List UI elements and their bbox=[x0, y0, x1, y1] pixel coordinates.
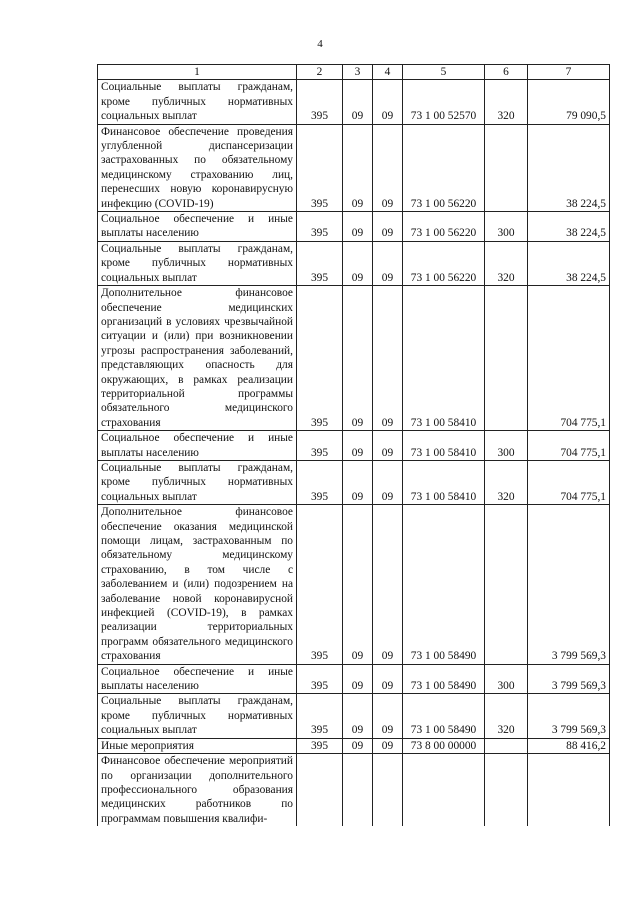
header-col-5: 5 bbox=[403, 65, 485, 80]
row-code-2: 395 bbox=[297, 124, 343, 211]
table-row bbox=[98, 738, 610, 753]
row-code-4: 09 bbox=[373, 738, 403, 753]
table-row bbox=[98, 124, 610, 211]
row-amount: 704 775,1 bbox=[528, 286, 610, 431]
table-row bbox=[98, 754, 610, 827]
row-amount: 79 090,5 bbox=[528, 80, 610, 124]
row-name: Социальные выплаты гражданам, кроме публичных нормативных социальных выплат bbox=[98, 80, 297, 124]
row-code-5: 73 1 00 58490 bbox=[403, 664, 485, 694]
row-code-5: 73 1 00 56220 bbox=[403, 241, 485, 285]
header-row bbox=[98, 65, 610, 80]
row-code-2: 395 bbox=[297, 431, 343, 461]
table-row bbox=[98, 431, 610, 461]
row-code-3: 09 bbox=[343, 212, 373, 242]
row-amount: 704 775,1 bbox=[528, 431, 610, 461]
row-code-6: 300 bbox=[485, 212, 528, 242]
row-code-3: 09 bbox=[343, 431, 373, 461]
page-number: 4 bbox=[317, 38, 323, 50]
row-code-3: 09 bbox=[343, 124, 373, 211]
row-code-6 bbox=[485, 286, 528, 431]
row-code-5: 73 1 00 58490 bbox=[403, 694, 485, 738]
row-name: Социальные выплаты гражданам, кроме публичных нормативных социальных выплат bbox=[98, 694, 297, 738]
header-col-7: 7 bbox=[528, 65, 610, 80]
row-code-6 bbox=[485, 124, 528, 211]
row-code-2 bbox=[297, 754, 343, 827]
row-amount: 3 799 569,3 bbox=[528, 694, 610, 738]
row-code-3: 09 bbox=[343, 694, 373, 738]
row-name: Социальные выплаты гражданам, кроме публичных нормативных социальных выплат bbox=[98, 460, 297, 504]
row-code-3: 09 bbox=[343, 738, 373, 753]
table-row bbox=[98, 212, 610, 242]
header-col-6: 6 bbox=[485, 65, 528, 80]
row-code-6 bbox=[485, 754, 528, 827]
row-code-3: 09 bbox=[343, 241, 373, 285]
table-row bbox=[98, 80, 610, 124]
row-code-5: 73 1 00 58410 bbox=[403, 286, 485, 431]
header-col-4: 4 bbox=[373, 65, 403, 80]
row-code-4: 09 bbox=[373, 460, 403, 504]
row-code-5: 73 1 00 58410 bbox=[403, 460, 485, 504]
row-code-6: 320 bbox=[485, 80, 528, 124]
row-code-6: 320 bbox=[485, 694, 528, 738]
row-code-2: 395 bbox=[297, 286, 343, 431]
row-code-2: 395 bbox=[297, 505, 343, 664]
header-col-2: 2 bbox=[297, 65, 343, 80]
row-code-2: 395 bbox=[297, 241, 343, 285]
row-amount: 38 224,5 bbox=[528, 212, 610, 242]
row-code-4 bbox=[373, 754, 403, 827]
row-code-2: 395 bbox=[297, 212, 343, 242]
row-code-6: 320 bbox=[485, 241, 528, 285]
row-amount: 704 775,1 bbox=[528, 460, 610, 504]
row-code-5: 73 8 00 00000 bbox=[403, 738, 485, 753]
row-amount: 38 224,5 bbox=[528, 241, 610, 285]
row-code-4: 09 bbox=[373, 241, 403, 285]
row-name: Дополнительное финансовое обеспечение медицинских организаций в условиях чрезвычайной ситуации и (или) при возникновении угрозы распространения заболеваний, представляющих опасность для окружающих, в рамках реализации территориальной программы обязательного медицинского страхования bbox=[98, 286, 297, 431]
row-code-2: 395 bbox=[297, 738, 343, 753]
row-code-2: 395 bbox=[297, 694, 343, 738]
row-code-4: 09 bbox=[373, 124, 403, 211]
row-code-6 bbox=[485, 505, 528, 664]
row-amount bbox=[528, 754, 610, 827]
row-name: Дополнительное финансовое обеспечение оказания медицинской помощи лицам, застрахованным по обязательному медицинскому страхованию, в том числе с заболеванием и (или) подозрением на заболевание новой коронавирусной инфекцией (COVID-19), в рамках реализации территориальных программ обязательного медицинского страхования bbox=[98, 505, 297, 664]
row-code-4: 09 bbox=[373, 505, 403, 664]
row-code-4: 09 bbox=[373, 664, 403, 694]
row-name: Финансовое обеспечение проведения углубленной диспансеризации застрахованных по обязательному медицинскому страхованию лиц, перенесших новую коронавирусную инфекцию (COVID-19) bbox=[98, 124, 297, 211]
row-code-2: 395 bbox=[297, 460, 343, 504]
row-code-5: 73 1 00 56220 bbox=[403, 124, 485, 211]
table-row bbox=[98, 286, 610, 431]
row-code-5: 73 1 00 52570 bbox=[403, 80, 485, 124]
row-code-4: 09 bbox=[373, 431, 403, 461]
row-name: Финансовое обеспечение мероприятий по организации дополнительного профессионального образования медицинских работников по программам повышения квалифи- bbox=[98, 754, 297, 827]
row-name: Социальное обеспечение и иные выплаты населению bbox=[98, 431, 297, 461]
budget-table bbox=[97, 64, 610, 826]
row-amount: 38 224,5 bbox=[528, 124, 610, 211]
row-code-3: 09 bbox=[343, 505, 373, 664]
row-code-4: 09 bbox=[373, 212, 403, 242]
row-code-4: 09 bbox=[373, 80, 403, 124]
row-code-4: 09 bbox=[373, 286, 403, 431]
row-name: Социальное обеспечение и иные выплаты населению bbox=[98, 664, 297, 694]
table-row bbox=[98, 505, 610, 664]
row-code-5: 73 1 00 56220 bbox=[403, 212, 485, 242]
row-code-3: 09 bbox=[343, 80, 373, 124]
row-code-6: 300 bbox=[485, 431, 528, 461]
row-name: Иные мероприятия bbox=[98, 738, 297, 753]
row-amount: 3 799 569,3 bbox=[528, 505, 610, 664]
row-code-2: 395 bbox=[297, 80, 343, 124]
row-code-5 bbox=[403, 754, 485, 827]
table-row bbox=[98, 694, 610, 738]
table-row bbox=[98, 460, 610, 504]
row-code-5: 73 1 00 58490 bbox=[403, 505, 485, 664]
row-code-2: 395 bbox=[297, 664, 343, 694]
row-amount: 3 799 569,3 bbox=[528, 664, 610, 694]
header-col-3: 3 bbox=[343, 65, 373, 80]
row-amount: 88 416,2 bbox=[528, 738, 610, 753]
row-code-4: 09 bbox=[373, 694, 403, 738]
row-code-6: 320 bbox=[485, 460, 528, 504]
row-code-6 bbox=[485, 738, 528, 753]
table-row bbox=[98, 241, 610, 285]
row-code-3: 09 bbox=[343, 664, 373, 694]
row-code-3: 09 bbox=[343, 286, 373, 431]
table-row bbox=[98, 664, 610, 694]
row-code-3 bbox=[343, 754, 373, 827]
row-code-3: 09 bbox=[343, 460, 373, 504]
header-col-1: 1 bbox=[98, 65, 297, 80]
row-code-6: 300 bbox=[485, 664, 528, 694]
row-name: Социальные выплаты гражданам, кроме публичных нормативных социальных выплат bbox=[98, 241, 297, 285]
row-name: Социальное обеспечение и иные выплаты населению bbox=[98, 212, 297, 242]
row-code-5: 73 1 00 58410 bbox=[403, 431, 485, 461]
